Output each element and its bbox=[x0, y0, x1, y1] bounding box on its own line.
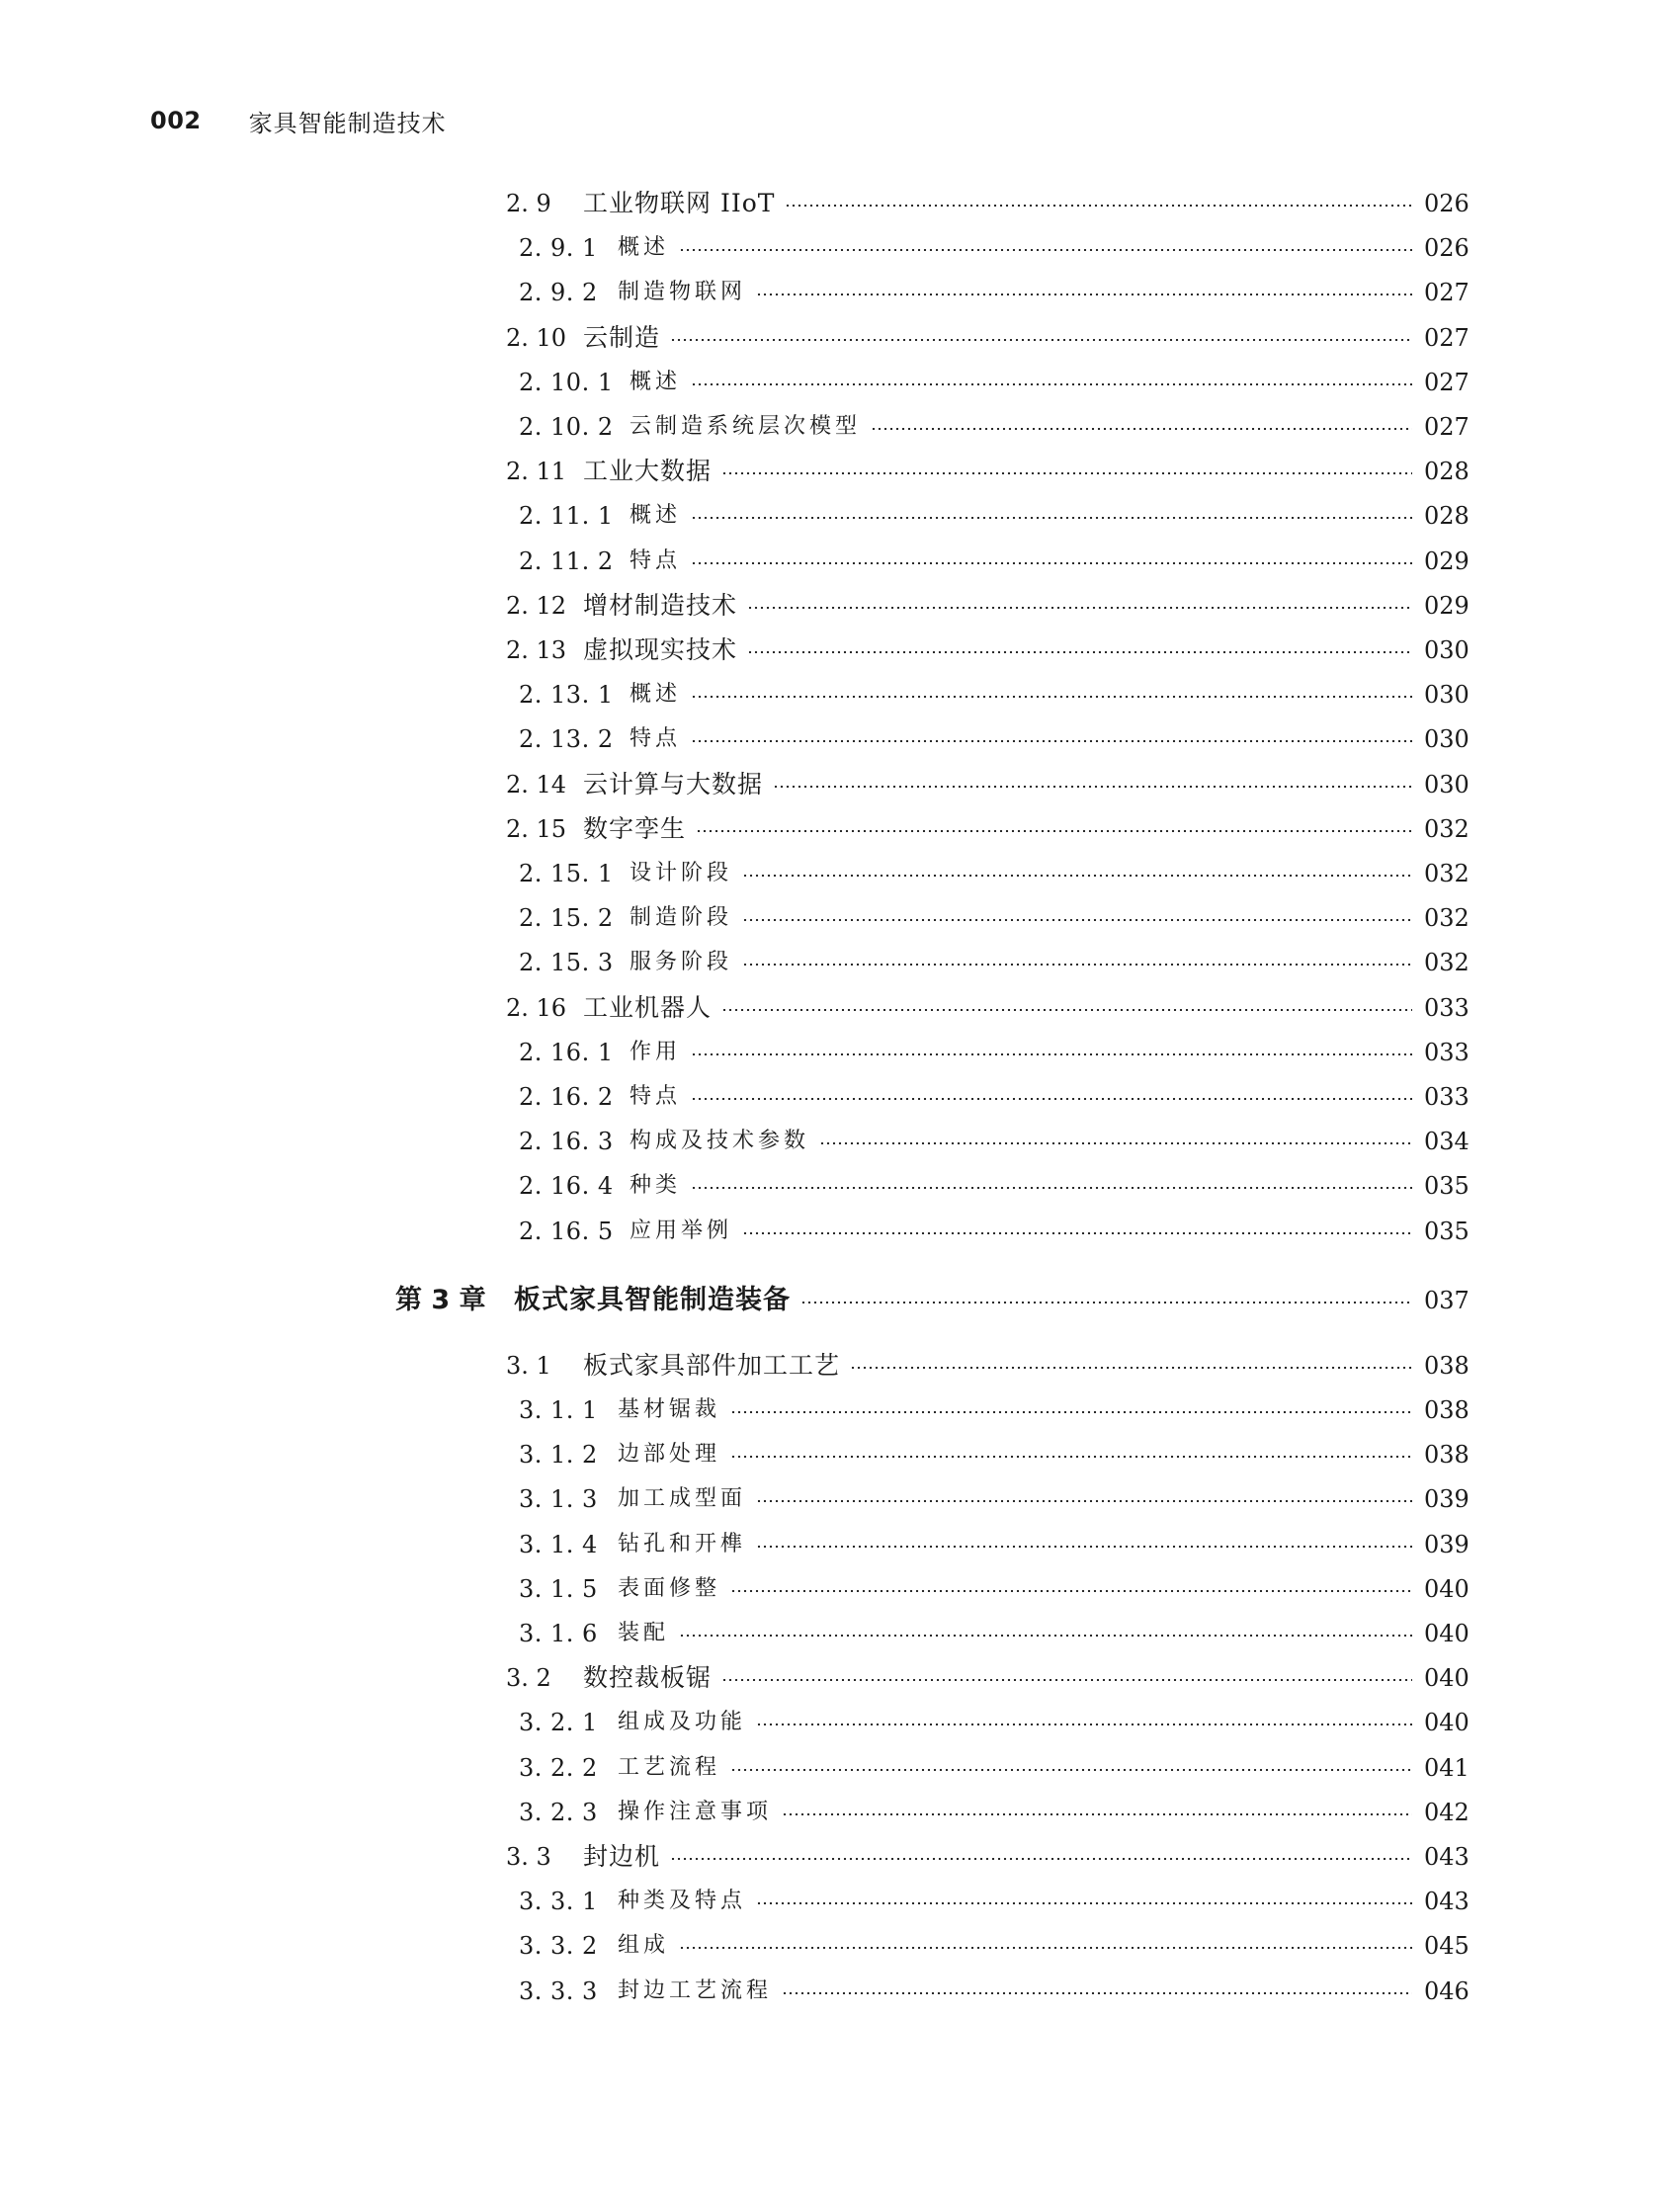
toc-entry bbox=[519, 1435, 1468, 1474]
toc-entry bbox=[519, 542, 1468, 581]
toc-entry-title: 制造物联网 bbox=[618, 280, 747, 304]
toc-entry-title: 数控裁板锯 bbox=[583, 1663, 713, 1692]
toc-entry-title: 组成 bbox=[618, 1933, 670, 1958]
toc-entry-page: 032 bbox=[1424, 949, 1470, 976]
toc-entry-title: 概述 bbox=[630, 370, 682, 394]
toc-entry-title: 云制造 bbox=[583, 323, 661, 352]
toc-entry bbox=[519, 1033, 1468, 1072]
toc-entry-page: 037 bbox=[1424, 1287, 1470, 1314]
toc-entry-title: 云制造系统层次模型 bbox=[630, 414, 862, 439]
dot-leader bbox=[756, 1546, 1412, 1548]
dot-leader bbox=[670, 1858, 1412, 1860]
toc-entry-number: 2. 16 bbox=[506, 994, 567, 1022]
toc-entry bbox=[519, 1166, 1468, 1206]
toc-entry bbox=[506, 765, 1468, 804]
dot-leader bbox=[679, 1635, 1412, 1637]
toc-entry-page: 040 bbox=[1424, 1664, 1470, 1692]
toc-entry-title: 构成及技术参数 bbox=[630, 1129, 810, 1153]
dot-leader bbox=[756, 294, 1412, 295]
toc-entry bbox=[506, 318, 1468, 358]
toc-entry-number: 3. 2. 3 bbox=[519, 1799, 598, 1826]
toc-entry-page: 038 bbox=[1424, 1441, 1470, 1469]
dot-leader bbox=[691, 1098, 1412, 1100]
toc-entry-number: 2. 16. 3 bbox=[519, 1128, 614, 1155]
toc-entry bbox=[506, 988, 1468, 1028]
toc-entry bbox=[519, 1614, 1468, 1653]
dot-leader bbox=[679, 1947, 1412, 1949]
toc-entry bbox=[519, 363, 1468, 402]
toc-entry bbox=[506, 586, 1468, 626]
toc-entry-number: 2. 10. 2 bbox=[519, 413, 614, 441]
toc-entry-number: 2. 16. 1 bbox=[519, 1039, 614, 1066]
toc-entry bbox=[519, 1390, 1468, 1430]
toc-entry-number: 3. 1. 1 bbox=[519, 1396, 598, 1424]
toc-entry bbox=[519, 1793, 1468, 1832]
toc-entry-page: 027 bbox=[1424, 324, 1470, 352]
toc-entry bbox=[506, 184, 1468, 223]
toc-entry-page: 030 bbox=[1424, 725, 1470, 753]
dot-leader bbox=[691, 1053, 1412, 1055]
dot-leader bbox=[756, 1902, 1412, 1904]
toc-entry bbox=[506, 631, 1468, 670]
toc-entry-number: 2. 15 bbox=[506, 815, 567, 843]
toc-entry-title: 组成及功能 bbox=[618, 1710, 747, 1734]
toc-entry-title: 封边工艺流程 bbox=[618, 1978, 773, 2003]
toc-entry-number: 3. 2. 1 bbox=[519, 1709, 598, 1736]
toc-entry-title: 概述 bbox=[618, 235, 670, 260]
dot-leader bbox=[756, 1724, 1412, 1725]
toc-entry bbox=[519, 675, 1468, 715]
dot-leader bbox=[691, 1187, 1412, 1189]
toc-entry-title: 制造阶段 bbox=[630, 905, 733, 930]
toc-entry-page: 028 bbox=[1424, 458, 1470, 485]
toc-entry-number: 3. 1. 2 bbox=[519, 1441, 598, 1469]
toc-entry-page: 033 bbox=[1424, 994, 1470, 1022]
toc-entry-number: 3. 3 bbox=[506, 1843, 551, 1871]
toc-entry-number: 3. 1. 3 bbox=[519, 1485, 598, 1513]
toc-entry-title: 工业大数据 bbox=[583, 457, 713, 485]
dot-leader bbox=[691, 562, 1412, 564]
toc-entry-title: 工艺流程 bbox=[618, 1755, 721, 1780]
toc-entry-title: 增材制造技术 bbox=[583, 591, 738, 620]
toc-entry-title: 钻孔和开榫 bbox=[618, 1532, 747, 1556]
toc-entry-page: 040 bbox=[1424, 1709, 1470, 1736]
toc-entry-number: 2. 11. 1 bbox=[519, 502, 614, 530]
toc-entry-title: 应用举例 bbox=[630, 1219, 733, 1243]
toc-entry-title: 操作注意事项 bbox=[618, 1800, 773, 1824]
toc-entry-page: 043 bbox=[1424, 1843, 1470, 1871]
toc-entry-number: 3. 3. 2 bbox=[519, 1932, 598, 1960]
toc-entry-page: 027 bbox=[1424, 279, 1470, 306]
dot-leader bbox=[730, 1456, 1412, 1458]
toc-entry-page: 026 bbox=[1424, 190, 1470, 217]
dot-leader bbox=[730, 1411, 1412, 1413]
toc-entry-number: 3. 1. 4 bbox=[519, 1531, 598, 1558]
dot-leader bbox=[782, 1992, 1412, 1994]
toc-entry-title: 特点 bbox=[630, 1084, 682, 1109]
toc-entry-page: 035 bbox=[1424, 1218, 1470, 1245]
dot-leader bbox=[773, 786, 1412, 788]
toc-entry-title: 种类 bbox=[630, 1173, 682, 1198]
toc-entry-page: 027 bbox=[1424, 369, 1470, 396]
toc-entry-page: 046 bbox=[1424, 1977, 1470, 2005]
dot-leader bbox=[696, 830, 1412, 832]
dot-leader bbox=[730, 1590, 1412, 1592]
toc-entry-page: 039 bbox=[1424, 1485, 1470, 1513]
dot-leader bbox=[785, 205, 1412, 207]
toc-entry-number: 2. 16. 2 bbox=[519, 1083, 614, 1111]
dot-leader bbox=[819, 1142, 1412, 1144]
dot-leader bbox=[782, 1813, 1412, 1815]
toc-entry-title: 板式家具部件加工工艺 bbox=[583, 1351, 841, 1380]
toc-entry-number: 2. 16. 5 bbox=[519, 1218, 614, 1245]
toc-entry-title: 基材锯裁 bbox=[618, 1397, 721, 1422]
toc-entry bbox=[519, 1703, 1468, 1742]
toc-entry-title: 表面修整 bbox=[618, 1576, 721, 1601]
toc-entry-title: 封边机 bbox=[583, 1842, 661, 1871]
dot-leader bbox=[691, 740, 1412, 742]
toc-entry bbox=[395, 1281, 1468, 1320]
toc-entry-page: 026 bbox=[1424, 234, 1470, 262]
toc-entry-number: 3. 1 bbox=[506, 1352, 551, 1380]
dot-leader bbox=[800, 1302, 1412, 1303]
toc-entry bbox=[519, 1122, 1468, 1161]
toc-entry bbox=[506, 1658, 1468, 1698]
toc-entry-page: 040 bbox=[1424, 1620, 1470, 1647]
toc-entry-page: 032 bbox=[1424, 904, 1470, 932]
toc-entry-number: 2. 10 bbox=[506, 324, 567, 352]
toc-entry bbox=[519, 1972, 1468, 2011]
toc-entry-page: 034 bbox=[1424, 1128, 1470, 1155]
toc-entry bbox=[519, 1748, 1468, 1788]
toc-entry-page: 038 bbox=[1424, 1352, 1470, 1380]
dot-leader bbox=[691, 517, 1412, 519]
toc-entry-number: 2. 11. 2 bbox=[519, 547, 614, 575]
toc-entry-title: 工业机器人 bbox=[583, 993, 713, 1022]
book-title: 家具智能制造技术 bbox=[248, 109, 447, 137]
dot-leader bbox=[747, 607, 1412, 609]
toc-entry-number: 2. 13 bbox=[506, 636, 567, 664]
toc-entry-page: 029 bbox=[1424, 547, 1470, 575]
toc-entry-page: 039 bbox=[1424, 1531, 1470, 1558]
toc-entry-title: 特点 bbox=[630, 548, 682, 573]
dot-leader bbox=[721, 1009, 1412, 1011]
toc-entry-number: 2. 10. 1 bbox=[519, 369, 614, 396]
toc-entry bbox=[519, 943, 1468, 982]
toc-entry bbox=[519, 854, 1468, 893]
toc-entry-number: 2. 13. 2 bbox=[519, 725, 614, 753]
toc-entry bbox=[519, 898, 1468, 938]
toc-entry-number: 2. 15. 1 bbox=[519, 860, 614, 887]
toc-entry-title: 工业物联网 IIoT bbox=[583, 189, 776, 217]
toc-entry-page: 042 bbox=[1424, 1799, 1470, 1826]
dot-leader bbox=[721, 1679, 1412, 1681]
toc-entry bbox=[519, 1525, 1468, 1564]
toc-entry-title: 服务阶段 bbox=[630, 950, 733, 974]
toc-entry-page: 040 bbox=[1424, 1575, 1470, 1603]
toc-entry-title: 虚拟现实技术 bbox=[583, 635, 738, 664]
toc-entry-page: 030 bbox=[1424, 681, 1470, 709]
toc-entry-page: 045 bbox=[1424, 1932, 1470, 1960]
toc-entry-page: 033 bbox=[1424, 1039, 1470, 1066]
toc-entry-page: 035 bbox=[1424, 1172, 1470, 1200]
toc-entry-title: 概述 bbox=[630, 503, 682, 528]
toc-entry-title: 种类及特点 bbox=[618, 1889, 747, 1913]
toc-entry-number: 3. 2 bbox=[506, 1664, 551, 1692]
toc-entry-number: 2. 16. 4 bbox=[519, 1172, 614, 1200]
dot-leader bbox=[670, 339, 1412, 341]
dot-leader bbox=[742, 1232, 1412, 1234]
toc-entry-page: 032 bbox=[1424, 815, 1470, 843]
toc-entry-number: 3. 3. 3 bbox=[519, 1977, 598, 2005]
toc-entry-number: 2. 9. 2 bbox=[519, 279, 598, 306]
toc-entry-page: 041 bbox=[1424, 1754, 1470, 1782]
toc-entry-number: 2. 12 bbox=[506, 592, 567, 620]
toc-entry-page: 043 bbox=[1424, 1888, 1470, 1915]
dot-leader bbox=[850, 1367, 1412, 1369]
toc-entry-title: 作用 bbox=[630, 1040, 682, 1064]
toc-entry bbox=[519, 1926, 1468, 1966]
toc-entry-number: 3. 1. 5 bbox=[519, 1575, 598, 1603]
toc-entry-title: 数字孪生 bbox=[583, 814, 687, 843]
toc-entry-page: 028 bbox=[1424, 502, 1470, 530]
toc-entry bbox=[519, 719, 1468, 759]
toc-entry bbox=[506, 1346, 1468, 1386]
toc-entry-title: 特点 bbox=[630, 726, 682, 751]
page-number: 002 bbox=[150, 107, 202, 134]
toc-entry-page: 032 bbox=[1424, 860, 1470, 887]
toc-entry-number: 2. 13. 1 bbox=[519, 681, 614, 709]
dot-leader bbox=[747, 651, 1412, 653]
toc-entry-number: 2. 9 bbox=[506, 190, 551, 217]
toc-entry bbox=[519, 407, 1468, 447]
toc-entry bbox=[506, 452, 1468, 491]
toc-entry-number: 第 3 章 bbox=[395, 1285, 486, 1315]
toc-entry-number: 2. 9. 1 bbox=[519, 234, 598, 262]
toc-entry bbox=[506, 809, 1468, 849]
toc-entry-number: 3. 1. 6 bbox=[519, 1620, 598, 1647]
dot-leader bbox=[756, 1500, 1412, 1502]
toc-entry-number: 2. 11 bbox=[506, 458, 567, 485]
toc-entry-title: 边部处理 bbox=[618, 1442, 721, 1467]
toc-entry bbox=[519, 228, 1468, 268]
toc-entry-number: 2. 15. 3 bbox=[519, 949, 614, 976]
dot-leader bbox=[871, 428, 1412, 430]
toc-entry-title: 云计算与大数据 bbox=[583, 770, 764, 799]
dot-leader bbox=[721, 472, 1412, 474]
toc-entry bbox=[519, 496, 1468, 536]
toc-entry bbox=[519, 273, 1468, 312]
toc-entry-page: 030 bbox=[1424, 636, 1470, 664]
dot-leader bbox=[742, 919, 1412, 921]
toc-entry-page: 027 bbox=[1424, 413, 1470, 441]
toc-entry-page: 038 bbox=[1424, 1396, 1470, 1424]
dot-leader bbox=[679, 249, 1412, 251]
dot-leader bbox=[730, 1769, 1412, 1771]
dot-leader bbox=[742, 875, 1412, 877]
toc-entry bbox=[519, 1882, 1468, 1921]
toc-entry-title: 板式家具智能制造装备 bbox=[514, 1285, 791, 1315]
toc-entry-title: 加工成型面 bbox=[618, 1486, 747, 1511]
toc-entry-title: 设计阶段 bbox=[630, 861, 733, 885]
toc-entry-page: 033 bbox=[1424, 1083, 1470, 1111]
dot-leader bbox=[691, 383, 1412, 385]
toc-entry bbox=[519, 1212, 1468, 1251]
dot-leader bbox=[691, 696, 1412, 698]
toc-entry-page: 029 bbox=[1424, 592, 1470, 620]
toc-entry bbox=[506, 1837, 1468, 1877]
toc-entry-number: 2. 15. 2 bbox=[519, 904, 614, 932]
toc-entry bbox=[519, 1479, 1468, 1519]
toc-entry-number: 3. 2. 2 bbox=[519, 1754, 598, 1782]
toc-entry bbox=[519, 1077, 1468, 1117]
dot-leader bbox=[742, 964, 1412, 966]
toc-entry-title: 装配 bbox=[618, 1621, 670, 1645]
toc-entry-title: 概述 bbox=[630, 682, 682, 707]
toc-entry-number: 2. 14 bbox=[506, 771, 567, 799]
toc-entry-number: 3. 3. 1 bbox=[519, 1888, 598, 1915]
toc-entry-page: 030 bbox=[1424, 771, 1470, 799]
toc-entry bbox=[519, 1569, 1468, 1609]
